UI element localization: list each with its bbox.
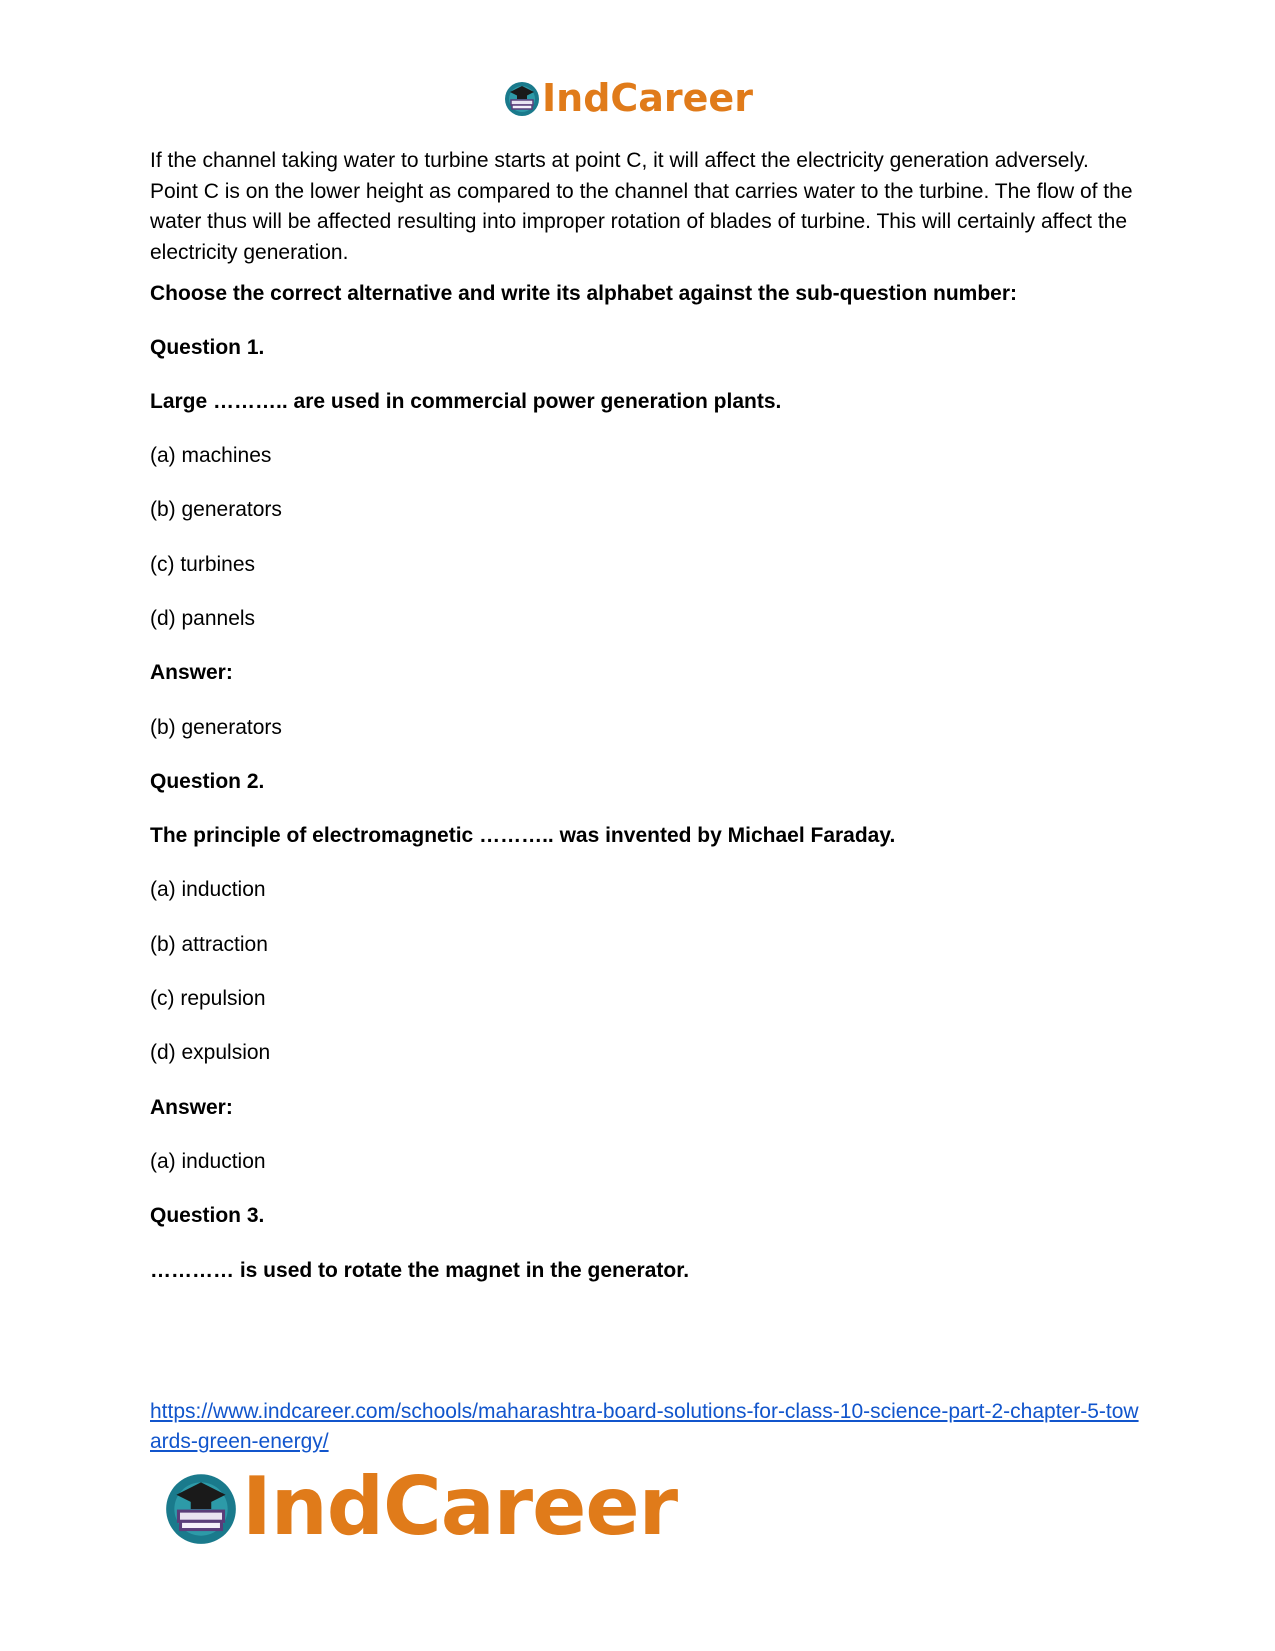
option: (a) machines [150,444,272,467]
question-title: Question 2. [150,770,265,793]
document-body [150,146,1135,1282]
option: (c) turbines [150,553,256,576]
answer-label: Answer: [150,661,233,684]
option: (d) expulsion [150,1041,271,1064]
option: (a) induction [150,878,266,901]
question-text: The principle of electromagnetic ……….. was invented by Michael Faraday. [150,824,896,847]
footer-logo [160,1460,678,1553]
header-logo [502,78,753,118]
question-text: ………… is used to rotate the magnet in the generator. [150,1259,690,1282]
option: (d) pannels [150,607,256,630]
option: (b) generators [150,498,282,521]
logo-text: IndCareer [542,76,753,120]
answer: (a) induction [150,1150,266,1173]
graduation-cap-globe-icon [160,1466,242,1548]
option: (b) attraction [150,933,268,956]
answer-label: Answer: [150,1096,233,1119]
question-text: Large ……….. are used in commercial power generation plants. [150,390,782,413]
answer: (b) generators [150,716,282,739]
option: (c) repulsion [150,987,266,1010]
instruction: Choose the correct alternative and write its alphabet against the sub-question number: [150,282,1017,305]
question-title: Question 3. [150,1204,265,1227]
logo-text: IndCareer [242,1460,678,1553]
source-url-link[interactable]: https://www.indcareer.com/schools/maharashtra-board-solutions-for-class-10-science-part-2-chapter-5-towards-green-energy/ [150,1400,1139,1453]
intro-paragraph: If the channel taking water to turbine starts at point C, it will affect the electricity generation adversely. Point C is on the lower height as compared to the channel that carries water to the turbine. The flow of the water thus will be affected resulting into improper rotation of blades of turbine. This will certainly affect the electricity generation. [150,149,1133,264]
graduation-cap-globe-icon [502,78,542,118]
question-title: Question 1. [150,336,265,359]
